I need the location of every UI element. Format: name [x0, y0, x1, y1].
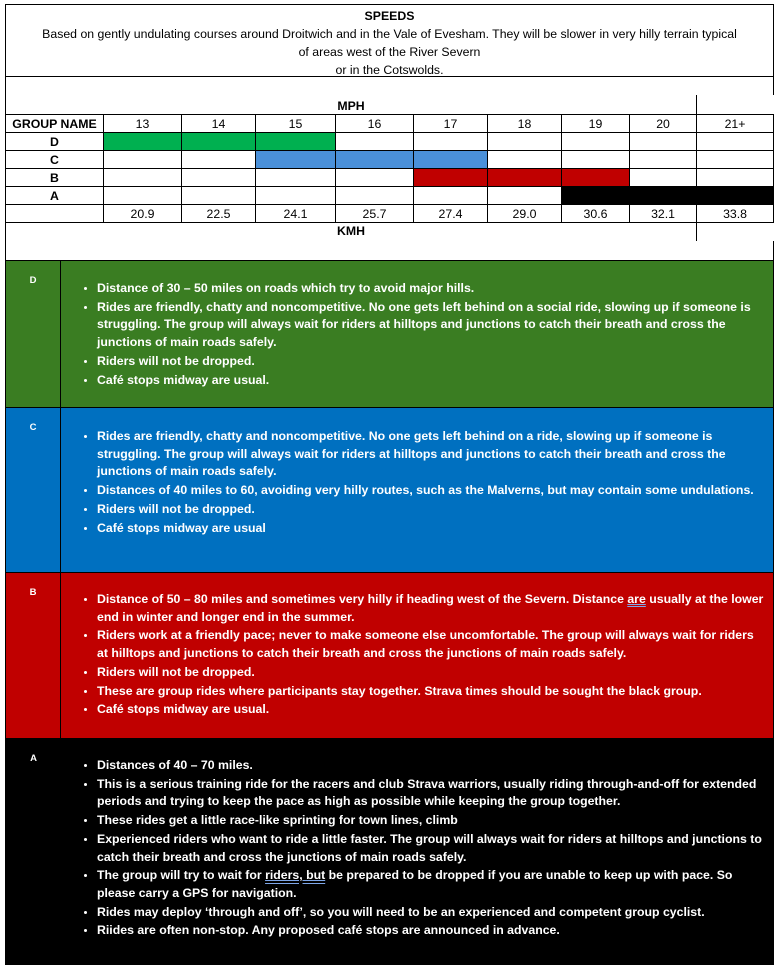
- underlined-word: are: [627, 592, 646, 606]
- spacer-row: [5, 77, 774, 95]
- speed-table: [5, 95, 774, 241]
- speeds-title: SPEEDS: [364, 9, 415, 23]
- mph-20: 20: [630, 115, 697, 133]
- underlined-word: riders, but: [265, 868, 326, 883]
- list-item: • Distances of 40 – 70 miles.: [97, 757, 767, 775]
- kmh-values-row: [6, 205, 774, 223]
- text-run: Distance of 50 – 80 miles and sometimes very hilly if heading west of the Severn. Distance: [97, 592, 628, 606]
- list-item: [97, 591, 767, 626]
- speed-cell: [562, 151, 630, 169]
- kmh-value: 25.7: [336, 205, 414, 223]
- list-item: • Riders work at a friendly pace; never to make someone else uncomfortable. The group will always wait for riders at hilltops and junctions to catch their breath and cross the junctions of main roads safely.: [97, 627, 767, 662]
- speed-cell: [104, 169, 182, 187]
- speed-cell: [256, 187, 336, 205]
- speed-range-fill-d: [256, 133, 336, 151]
- group-row-d: [6, 133, 774, 151]
- text-run: The group will try to wait for: [97, 868, 266, 883]
- kmh-value: 22.5: [182, 205, 256, 223]
- list-item: • Riides are often non-stop. Any proposed café stops are announced in advance.: [97, 922, 767, 940]
- group-d-description: [5, 261, 774, 408]
- mph-14: 14: [182, 115, 256, 133]
- kmh-value: 24.1: [256, 205, 336, 223]
- mph-18: 18: [488, 115, 562, 133]
- list-item: • Rides may deploy ‘through and off’, so you will need to be an experienced and competent group cyclist.: [97, 904, 767, 922]
- spacer-row: [5, 241, 774, 261]
- group-a-description: [5, 739, 774, 965]
- group-name-header: GROUP NAME: [6, 115, 104, 133]
- list-item: • Rides are friendly, chatty and noncompetitive. No one gets left behind on a social ride, slowing up if someone is struggling. The group will always wait for riders at hilltops and junctions to catch their breath and cross the junctions of main roads safely.: [97, 299, 767, 352]
- speed-range-fill-d: [104, 133, 182, 151]
- kmh-label: KMH: [6, 223, 697, 242]
- speed-cell: [562, 133, 630, 151]
- kmh-value: 29.0: [488, 205, 562, 223]
- speed-range-fill-a: [697, 187, 774, 205]
- speed-cell: [488, 151, 562, 169]
- mph-16: 16: [336, 115, 414, 133]
- speed-range-fill-b: [488, 169, 562, 187]
- speed-cell: [336, 187, 414, 205]
- kmh-row-blank: [6, 205, 104, 223]
- kmh-value: 20.9: [104, 205, 182, 223]
- mph-header-row: [6, 115, 774, 133]
- speed-range-fill-b: [562, 169, 630, 187]
- list-item: • Riders will not be dropped.: [97, 501, 767, 519]
- group-b-label: B: [6, 573, 61, 738]
- group-row-c: [6, 151, 774, 169]
- speed-cell: [697, 169, 774, 187]
- speed-cell: [104, 187, 182, 205]
- speed-range-fill-c: [256, 151, 336, 169]
- kmh-label-row: [6, 223, 774, 242]
- speeds-header: [5, 4, 774, 77]
- ride-speeds-document: [5, 4, 774, 965]
- speed-cell: [697, 151, 774, 169]
- speed-cell: [256, 169, 336, 187]
- group-b-list: [61, 573, 773, 738]
- list-item: • These rides get a little race-like sprinting for town lines, climb: [97, 812, 767, 830]
- speed-cell: [697, 133, 774, 151]
- list-item: • Riders will not be dropped.: [97, 353, 767, 371]
- mph-label: MPH: [6, 95, 697, 115]
- mph-17: 17: [414, 115, 488, 133]
- speed-cell: [104, 151, 182, 169]
- speed-cell: [414, 187, 488, 205]
- group-row-b: [6, 169, 774, 187]
- kmh-value: 27.4: [414, 205, 488, 223]
- group-a-list: [61, 739, 773, 965]
- group-c-list: [61, 408, 773, 572]
- mph-13: 13: [104, 115, 182, 133]
- list-item: [97, 867, 767, 902]
- speed-cell: [336, 133, 414, 151]
- text-run: usually at the lower end in winter and longer end in the summer.: [97, 592, 764, 624]
- list-item: • Distances of 40 miles to 60, avoiding very hilly routes, such as the Malverns, but may contain some undulations.: [97, 482, 767, 500]
- speed-cell: [488, 133, 562, 151]
- text-run: be prepared to be dropped if you are unable to keep up with pace. So please carry a GPS for navigation.: [97, 868, 733, 900]
- speed-cell: [630, 151, 697, 169]
- speeds-description-line-2: of areas west of the River Severn: [298, 45, 481, 59]
- list-item: • Experienced riders who want to ride a little faster. The group will always wait for riders at hilltops and junctions to catch their breath and cross the junctions of main roads safely.: [97, 831, 767, 866]
- speed-cell: [182, 169, 256, 187]
- speed-range-fill-b: [414, 169, 488, 187]
- group-b-description: [5, 573, 774, 739]
- kmh-value: 33.8: [697, 205, 774, 223]
- speed-range-fill-c: [414, 151, 488, 169]
- group-d-label: D: [6, 261, 61, 407]
- speed-cell: [630, 133, 697, 151]
- speed-range-fill-a: [630, 187, 697, 205]
- group-a-label: A: [30, 753, 37, 764]
- mph-15: 15: [256, 115, 336, 133]
- group-row-a: [6, 187, 774, 205]
- speed-cell: [182, 151, 256, 169]
- list-item: • These are group rides where participants stay together. Strava times should be sought the black group.: [97, 683, 767, 701]
- speed-cell: [336, 169, 414, 187]
- group-label-d: D: [6, 133, 104, 151]
- group-label-c: C: [6, 151, 104, 169]
- speed-cell: [182, 187, 256, 205]
- mph-label-row: [6, 95, 774, 115]
- list-item: • Café stops midway are usual.: [97, 372, 767, 390]
- speed-cell: [488, 187, 562, 205]
- list-item: • This is a serious training ride for the racers and club Strava warriors, usually riding through-and-off for extended periods and trying to keep the pace as high as possible while keeping the group together.: [97, 776, 767, 811]
- mph-19: 19: [562, 115, 630, 133]
- group-label-b: B: [6, 169, 104, 187]
- speed-cell: [414, 133, 488, 151]
- speed-range-fill-a: [562, 187, 630, 205]
- speed-range-fill-c: [336, 151, 414, 169]
- kmh-value: 32.1: [630, 205, 697, 223]
- group-c-description: [5, 408, 774, 573]
- group-d-list: [61, 261, 773, 407]
- list-item: • Rides are friendly, chatty and noncompetitive. No one gets left behind on a ride, slowing up if someone is struggling. The group will always wait for riders at hilltops and junctions to catch their breath and cross the junctions of main roads safely.: [97, 428, 767, 481]
- list-item: • Riders will not be dropped.: [97, 664, 767, 682]
- list-item: • Café stops midway are usual.: [97, 701, 767, 719]
- list-item: • Distance of 30 – 50 miles on roads which try to avoid major hills.: [97, 280, 767, 298]
- speeds-description-line-3: or in the Cotswolds.: [335, 63, 444, 77]
- group-label-a: A: [6, 187, 104, 205]
- mph-21-plus: 21+: [697, 115, 774, 133]
- speed-range-fill-d: [182, 133, 256, 151]
- kmh-value: 30.6: [562, 205, 630, 223]
- speed-cell: [630, 169, 697, 187]
- group-c-label: C: [6, 408, 61, 572]
- list-item: • Café stops midway are usual: [97, 520, 767, 538]
- speeds-description-line-1: Based on gently undulating courses around Droitwich and in the Vale of Evesham. They will be slower in very hilly terrain typical: [42, 27, 737, 41]
